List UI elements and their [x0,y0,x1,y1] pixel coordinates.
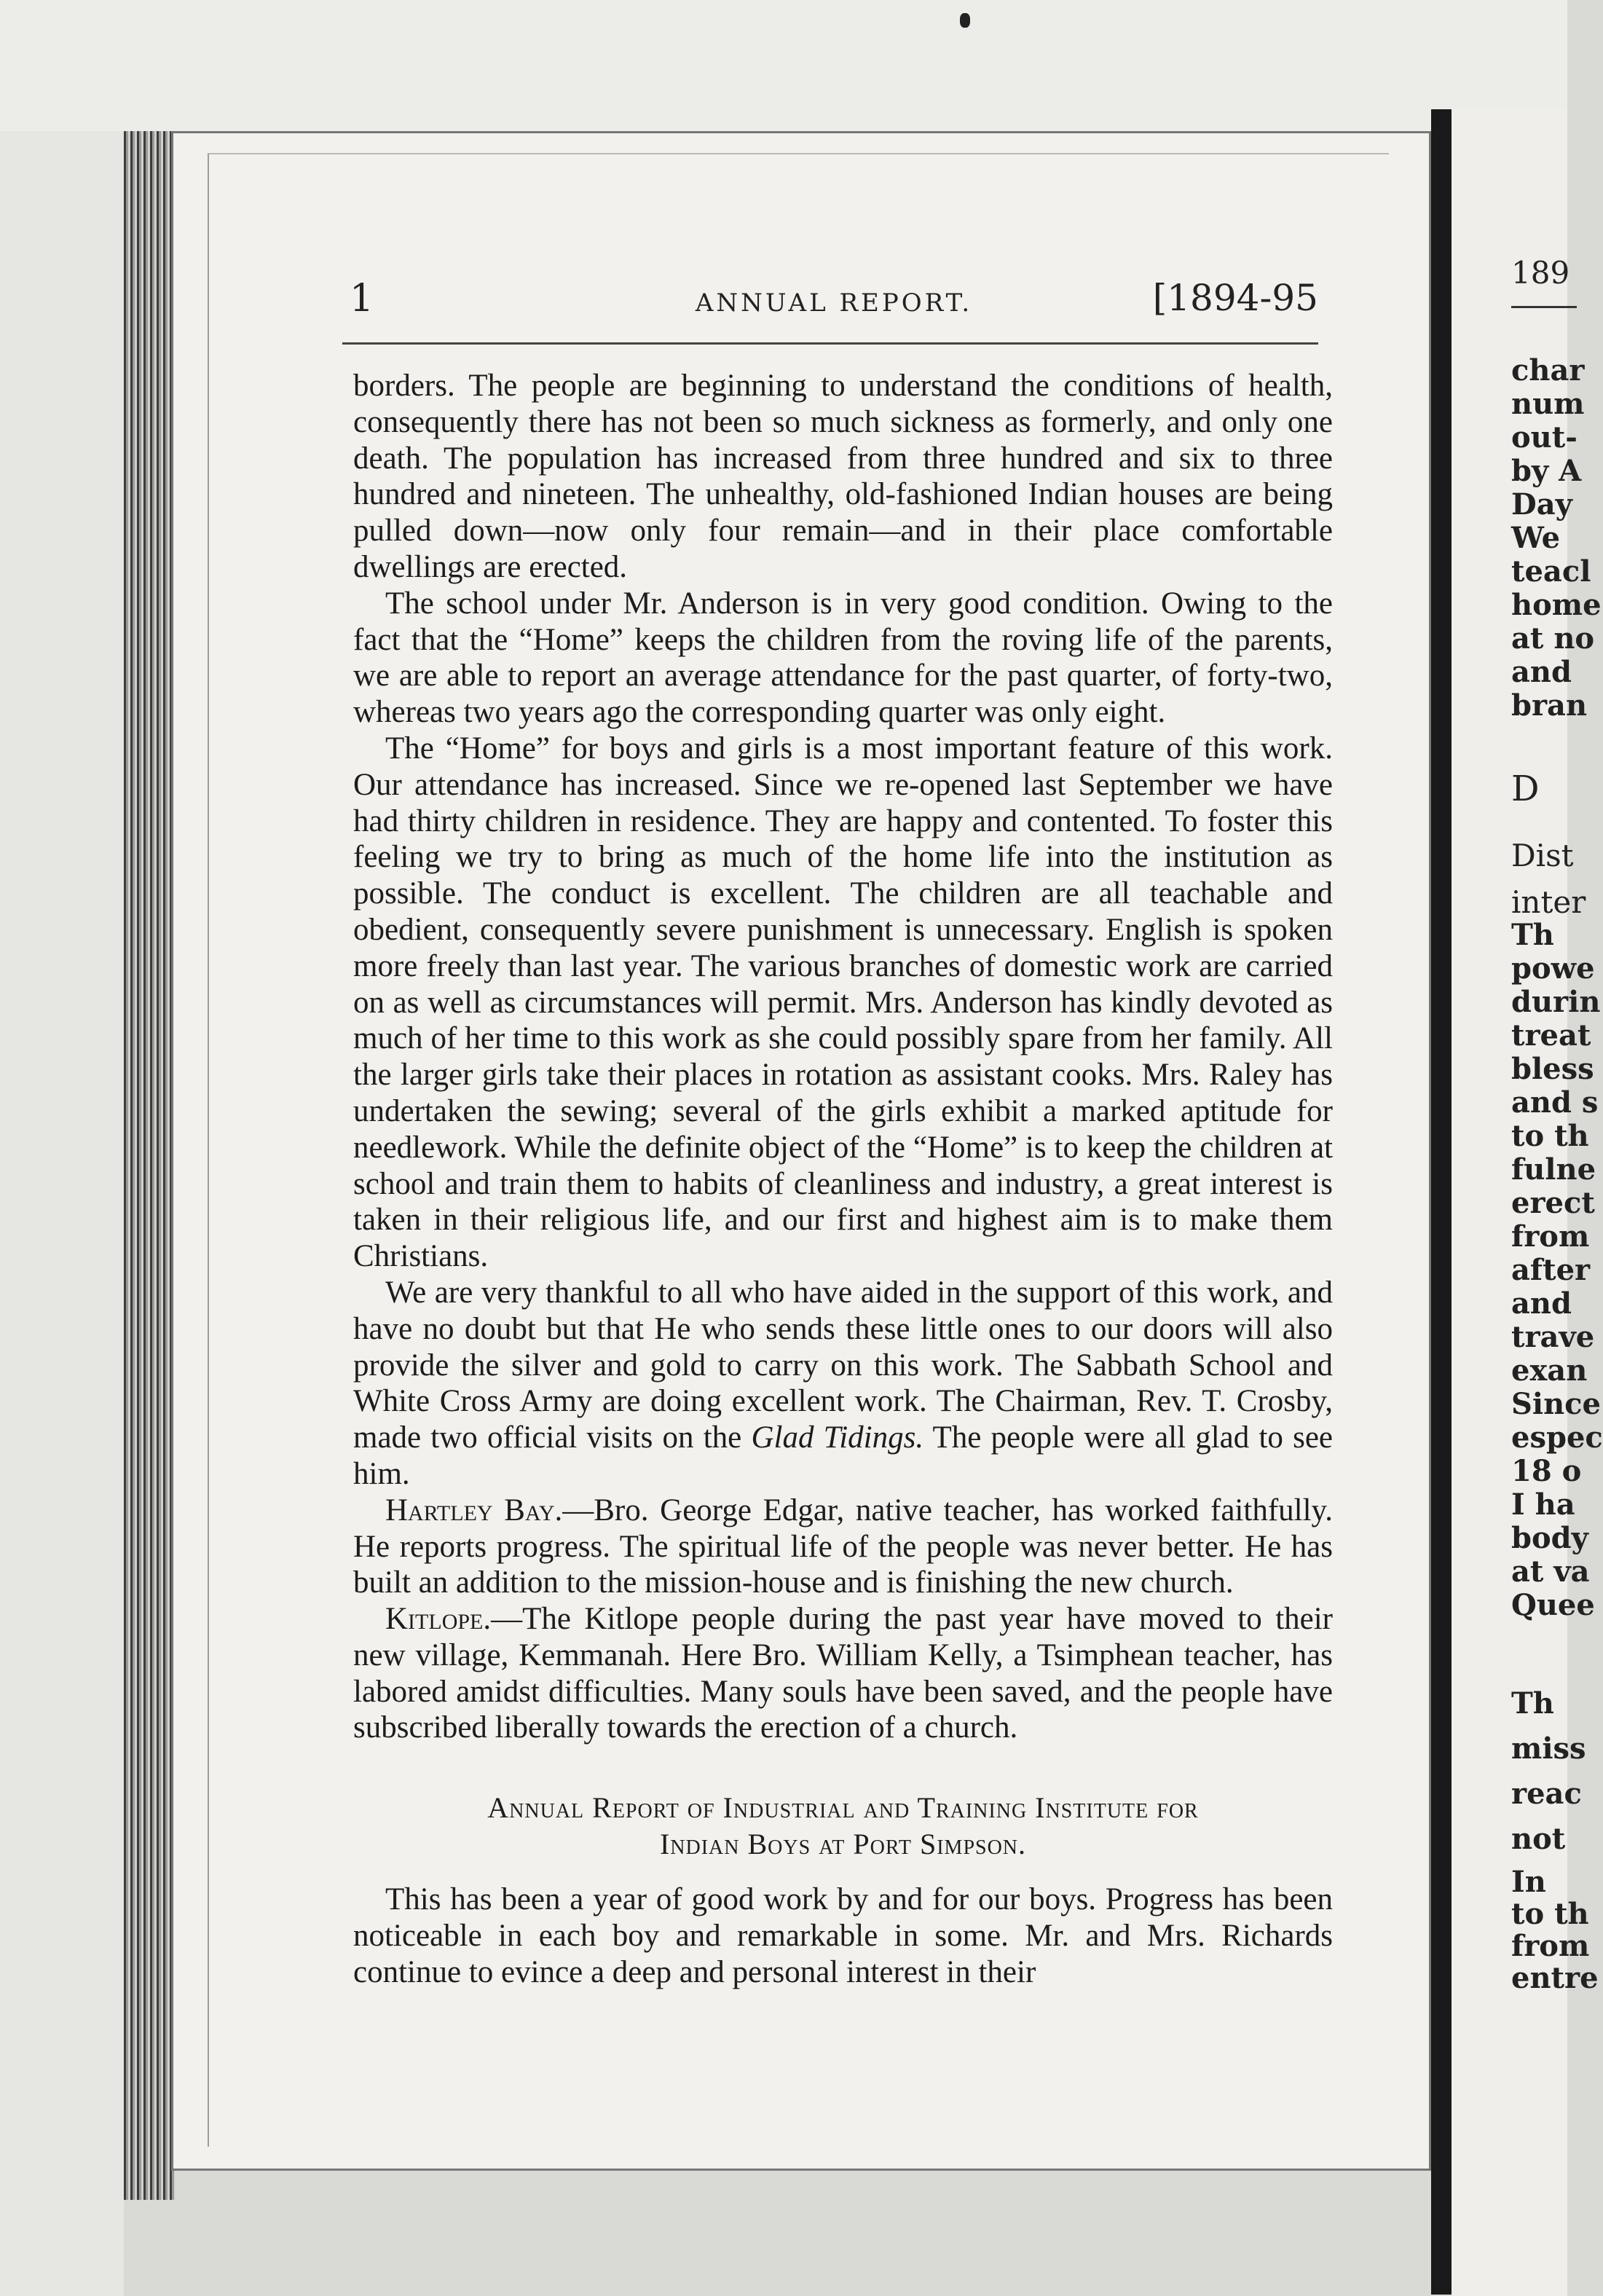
adjacent-page-line: I ha [1511,1487,1575,1522]
adjacent-page-line: Dist [1511,838,1574,873]
paragraph: borders. The people are beginning to understand the conditions of health, consequently there has not been so much sickness as formerly, and only one death. The population has increased from three hundred and six to three hundred and nineteen. The unhealthy, old-fashioned Indian houses are being pulled down—now only four remain—and in their place comfortable dwellings are erected. [353,369,1333,584]
adjacent-page-line: D [1511,768,1540,809]
paragraph-text: We are very thankful to all who have aided in the support of this work, and have no doubt but that He who sends these little ones to our doors will also provide the silver and gold to carry on this work. The Sabbath School and White Cross Army are doing excellent work. The Chairman, Rev. T. Crosby, made two official visits on the [353,1275,1333,1455]
adjacent-page-line: out- [1511,420,1578,455]
paragraph-text: The people were all glad to see him. [353,1420,1333,1491]
paragraph-text: —The Kitlope people during the past year have moved to their new village, Kemmanah. Here Bro. William Kelly, a Tsimphean teacher, has labored amidst difficulties. Many souls have been saved, and the people have subscribed liberally towards the erection of a church. [353,1602,1333,1745]
place-name: Hartley Bay. [385,1493,563,1528]
adjacent-page-line: powe [1511,951,1595,986]
adjacent-page-line: 18 o [1511,1454,1582,1488]
adjacent-page-line: fulne [1511,1152,1596,1187]
adjacent-page-line: not [1511,1822,1566,1856]
adjacent-page-line: by A [1511,454,1582,488]
adjacent-page-line: Day [1511,487,1572,522]
page-number: 1 [350,277,374,321]
ship-name: Glad Tidings. [751,1420,924,1455]
paragraph: The “Home” for boys and girls is a most important feature of this work. Our attendance has increased. Since we re-opened last September we have had thirty children in residence. They are happy and contented. To foster this feeling we try to bring as much of the home life into the institution as possible. The conduct is excellent. The children are all teachable and obedient, consequently severe punishment is unnecessary. English is spoken more freely than last year. The various branches of domestic work are carried on as well as circumstances will permit. Mrs. Anderson has kindly devoted as much of her time to this work as she could possibly spare from her family. All the larger girls take their places in rotation as assistant cooks. Mrs. Raley has undertaken the sewing; several of the girls exhibit a marked aptitude for needlework. While the definite object of the “Home” is to keep the children at school and train them to habits of cleanliness and industry, a great interest is taken in their religious life, and our first and highest aim is to make them Christians. [353,731,1333,1274]
adjacent-page-line: Th [1511,918,1554,952]
header-year: [1894-95 [1152,277,1318,319]
adjacent-page-rule [1511,306,1577,308]
paragraph: This has been a year of good work by and for our boys. Progress has been noticeable in each boy and remarkable in some. Mr. and Mrs. Richards continue to evince a deep and personal interest in their [353,1882,1333,1989]
adjacent-page-line: and [1511,1286,1572,1321]
adjacent-page-line: from [1511,1929,1590,1963]
adjacent-page-line: body [1511,1521,1588,1555]
adjacent-page-line: In [1511,1865,1546,1899]
scan-background-top [0,0,1567,131]
adjacent-page-line: miss [1511,1731,1586,1766]
adjacent-page-line: after [1511,1253,1591,1287]
adjacent-page-line: treat [1511,1018,1591,1053]
adjacent-page-line: Th [1511,1686,1554,1721]
kitlope-paragraph [353,1601,1333,1746]
book-page-edges [124,131,175,2200]
section-heading-line: Indian Boys at Port Simpson. [659,1828,1027,1861]
adjacent-page-line: and [1511,655,1572,689]
adjacent-page-line: char [1511,353,1585,388]
adjacent-page-line: to th [1511,1119,1589,1153]
adjacent-page-line: at va [1511,1554,1590,1589]
adjacent-page-line: and s [1511,1085,1599,1120]
adjacent-page-line: num [1511,387,1585,421]
adjacent-page-line: bran [1511,688,1588,723]
adjacent-page-line: erect [1511,1186,1595,1220]
section-heading [353,1790,1333,1863]
paragraph: The school under Mr. Anderson is in very good condition. Owing to the fact that the “Home” keeps the children from the roving life of the parents, we are able to report an average attendance for the past quarter, of forty-two, whereas two years ago the corresponding quarter was only eight. [353,586,1333,730]
scan-background-left [0,131,124,2296]
adjacent-page-line: Since [1511,1387,1601,1421]
page-header [350,277,1318,335]
adjacent-page-line: entre [1511,1961,1599,1995]
adjacent-page-line: We [1511,521,1561,555]
adjacent-page-line: inter [1511,884,1586,920]
running-title: ANNUAL REPORT. [695,288,973,318]
header-rule [342,342,1318,345]
dust-speck [960,13,970,28]
hartley-bay-paragraph [353,1493,1333,1601]
book-gutter [1431,109,1452,2295]
paragraph-text: —Bro. George Edgar, native teacher, has worked faithfully. He reports progress. The spiritual life of the people was never better. He has built an addition to the mission-house and is finishing the new church. [353,1493,1333,1600]
adjacent-page-line: espec [1511,1420,1603,1455]
section-heading-line: Annual Report of Industrial and Training Institute for [487,1791,1199,1825]
adjacent-page-line: at no [1511,621,1595,656]
adjacent-page-line: trave [1511,1320,1595,1354]
place-name: Kitlope. [385,1602,492,1637]
adjacent-page-line: bless [1511,1052,1594,1086]
adjacent-page-line: exan [1511,1353,1588,1388]
adjacent-page-line: durin [1511,985,1601,1019]
paragraph [353,1275,1333,1493]
adjacent-page-line: teacl [1511,554,1591,589]
adjacent-page-line: from [1511,1219,1590,1254]
adjacent-page-header: 189 [1511,255,1570,291]
adjacent-page-line: home [1511,588,1602,622]
adjacent-page [1452,109,1603,2296]
adjacent-page-line: reac [1511,1777,1582,1811]
adjacent-page-line: to th [1511,1897,1589,1931]
adjacent-page-line: Quee [1511,1588,1595,1622]
main-text [353,368,1333,1991]
